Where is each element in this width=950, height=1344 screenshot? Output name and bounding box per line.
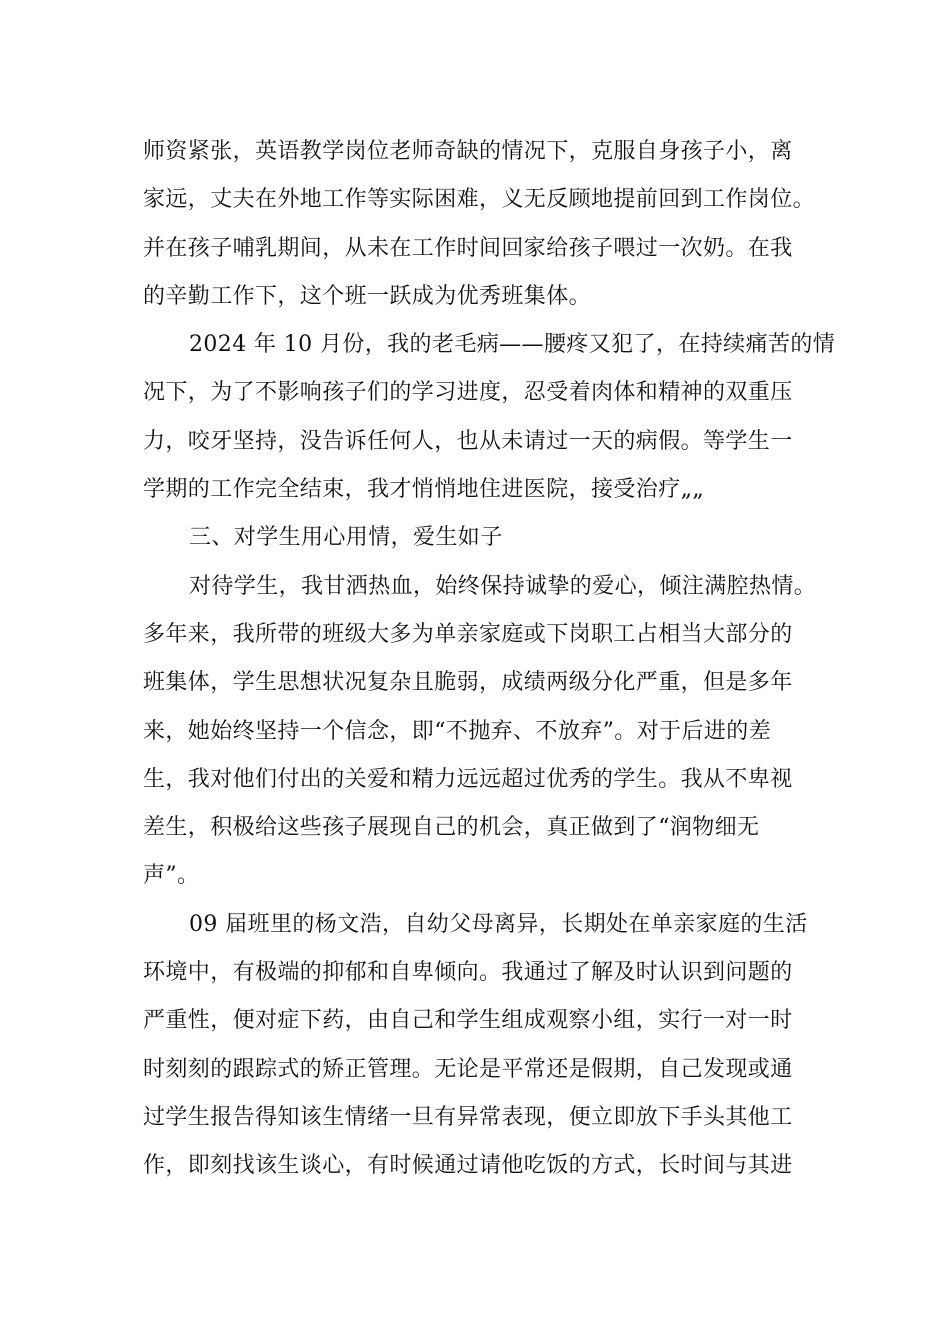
text-line: 环境中，有极端的抑郁和自卑倾向。我通过了解及时认识到问题的 [143, 960, 793, 986]
paragraph-first-line: 09 届班里的杨文浩，自幼父母离异，长期处在单亲家庭的生活 [189, 911, 808, 937]
text-line: 家远，丈夫在外地工作等实际困难，义无反顾地提前回到工作岗位。 [143, 187, 816, 213]
text-line: 班集体，学生思想状况复杂且脆弱，成绩两级分化严重，但是多年 [143, 670, 793, 696]
document-body [143, 128, 836, 1191]
paragraph-first-line: 对待学生，我甘洒热血，始终保持诚挚的爱心，倾注满腔热情。 [189, 573, 817, 599]
text-line: 并在孩子哺乳期间，从未在工作时间回家给孩子喂过一次奶。在我 [143, 235, 793, 261]
text-line: 生，我对他们付出的关爱和精力远远超过优秀的学生。我从不卑视 [143, 766, 793, 792]
text-line: 学期的工作完全结束，我才悄悄地住进医院，接受治疗„„ [143, 477, 705, 503]
text-line: 力，咬牙坚持，没告诉任何人，也从未请过一天的病假。等学生一 [143, 428, 793, 454]
text-line: 差生，积极给这些孩子展现自己的机会，真正做到了“润物细无 [143, 815, 760, 841]
text-line: 来，她始终坚持一个信念，即“不抛弃、不放弃”。对于后进的差 [143, 718, 772, 744]
text-line: 过学生报告得知该生情绪一旦有异常表现，便立即放下手头其他工 [143, 1104, 793, 1130]
section-heading: 三、对学生用心用情，爱生如子 [189, 525, 503, 551]
text-line: 况下，为了不影响孩子们的学习进度，忍受着肉体和精神的双重压 [143, 380, 793, 406]
paragraph-first-line: 2024 年 10 月份，我的老毛病——腰疼又犯了，在持续痛苦的情 [189, 332, 836, 358]
text-line: 多年来，我所带的班级大多为单亲家庭或下岗职工占相当大部分的 [143, 621, 793, 647]
text-line: 作，即刻找该生谈心，有时候通过请他吃饭的方式，长时间与其进 [143, 1153, 793, 1179]
text-line: 声”。 [143, 863, 200, 889]
text-line: 时刻刻的跟踪式的矫正管理。无论是平常还是假期，自己发现或通 [143, 1056, 793, 1082]
text-line: 严重性，便对症下药，由自己和学生组成观察小组，实行一对一时 [143, 1008, 793, 1034]
text-line: 师资紧张，英语教学岗位老师奇缺的情况下，克服自身孩子小，离 [143, 139, 793, 164]
text-line: 的辛勤工作下，这个班一跃成为优秀班集体。 [143, 283, 592, 309]
